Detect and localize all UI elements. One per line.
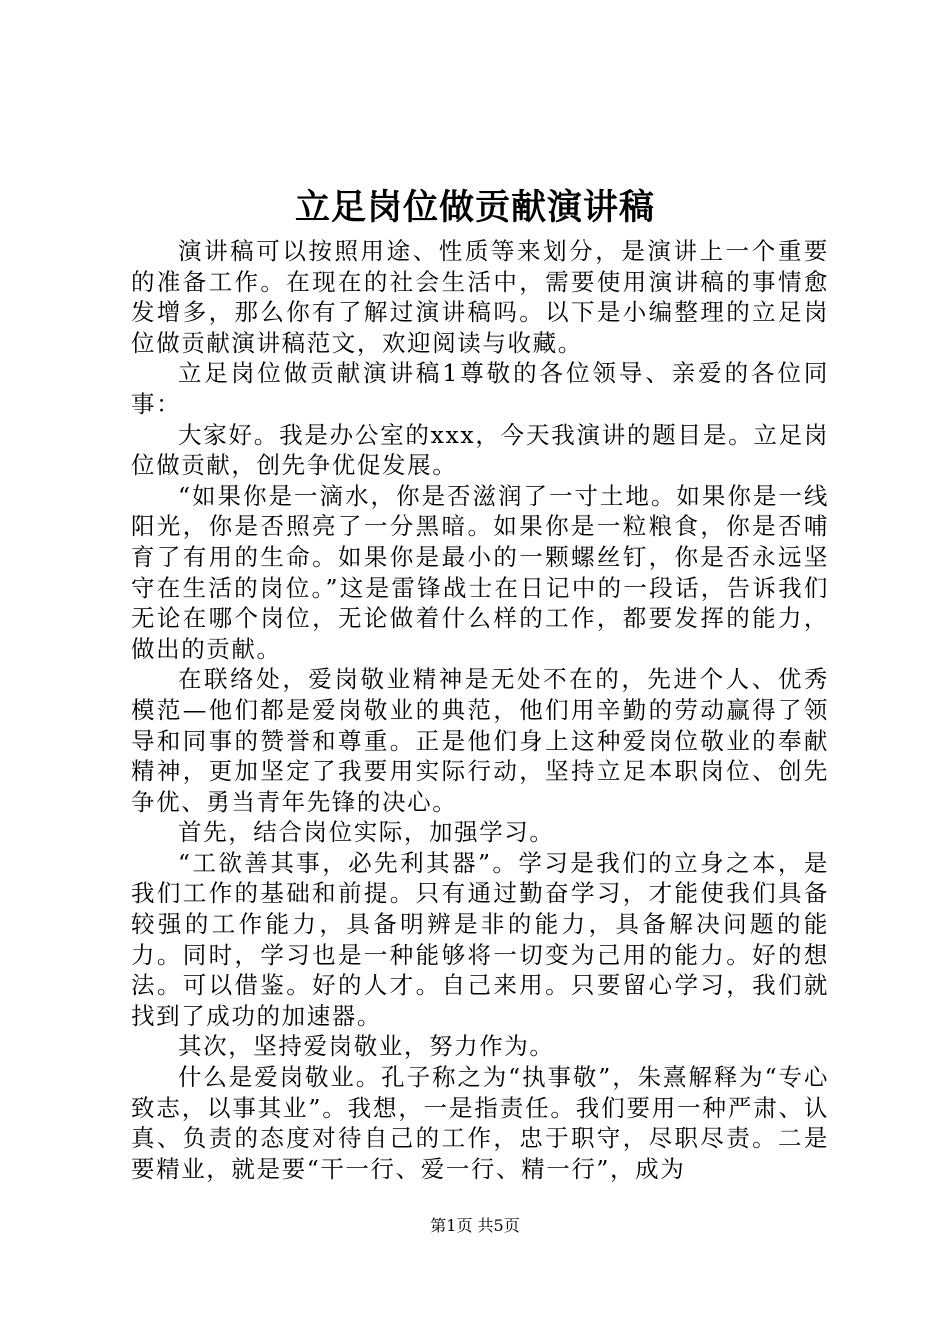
paragraph-liaison: 在联络处，爱岗敬业精神是无处不在的，先进个人、优秀模范—他们都是爱岗敬业的典范，他们用辛勤的劳动赢得了领导和同事的赞誉和尊重。正是他们身上这种爱岗位敬业的奉献精神，更加坚定了我要用实际行动，坚持立足本职岗位、创先争优、勇当青年先锋的决心。: [131, 665, 829, 816]
paragraph-dedication: 什么是爱岗敬业。孔子称之为“执事敬”，朱熹解释为“专心致志，以事其业”。我想，一是指责任。我们要用一种严肃、认真、负责的态度对待自己的工作，忠于职守，尽职尽责。二是要精业，就是要“干一行、爱一行、精一行”，成为: [131, 1063, 829, 1183]
document-title: 立足岗位做贡献演讲稿: [294, 188, 655, 228]
paragraph-learning: “工欲善其事，必先利其器”。学习是我们的立身之本，是我们工作的基础和前提。只有通过勤奋学习，才能使我们具备较强的工作能力，具备明辨是非的能力，具备解决问题的能力。同时，学习也是一种能够将一切变为己用的能力。好的想法。可以借鉴。好的人才。自己来用。只要留心学习，我们就找到了成功的加速器。: [131, 848, 829, 1030]
paragraph-greeting: 大家好。我是办公室的xxx，今天我演讲的题目是。立足岗位做贡献，创先争优促发展。: [131, 420, 829, 480]
document-body: [131, 236, 829, 1184]
page-number-footer: 第1页 共5页: [430, 1216, 520, 1235]
paragraph-quote: “如果你是一滴水，你是否滋润了一寸土地。如果你是一线阳光，你是否照亮了一分黑暗。如果你是一粒粮食，你是否哺育了有用的生命。如果你是最小的一颗螺丝钉，你是否永远坚守在生活的岗位。”这是雷锋战士在日记中的一段话，告诉我们无论在哪个岗位，无论做着什么样的工作，都要发挥的能力，做出的贡献。: [131, 481, 829, 663]
paragraph-second-point: 其次，坚持爱岗敬业，努力作为。: [178, 1032, 555, 1061]
paragraph-first-point: 首先，结合岗位实际，加强学习。: [178, 818, 555, 847]
paragraph-intro: 演讲稿可以按照用途、性质等来划分，是演讲上一个重要的准备工作。在现在的社会生活中，需要使用演讲稿的事情愈发增多，那么你有了解过演讲稿吗。以下是小编整理的立足岗位做贡献演讲稿范文，欢迎阅读与收藏。: [131, 237, 829, 357]
paragraph-salutation: 立足岗位做贡献演讲稿1尊敬的各位领导、亲爱的各位同事：: [131, 359, 829, 418]
